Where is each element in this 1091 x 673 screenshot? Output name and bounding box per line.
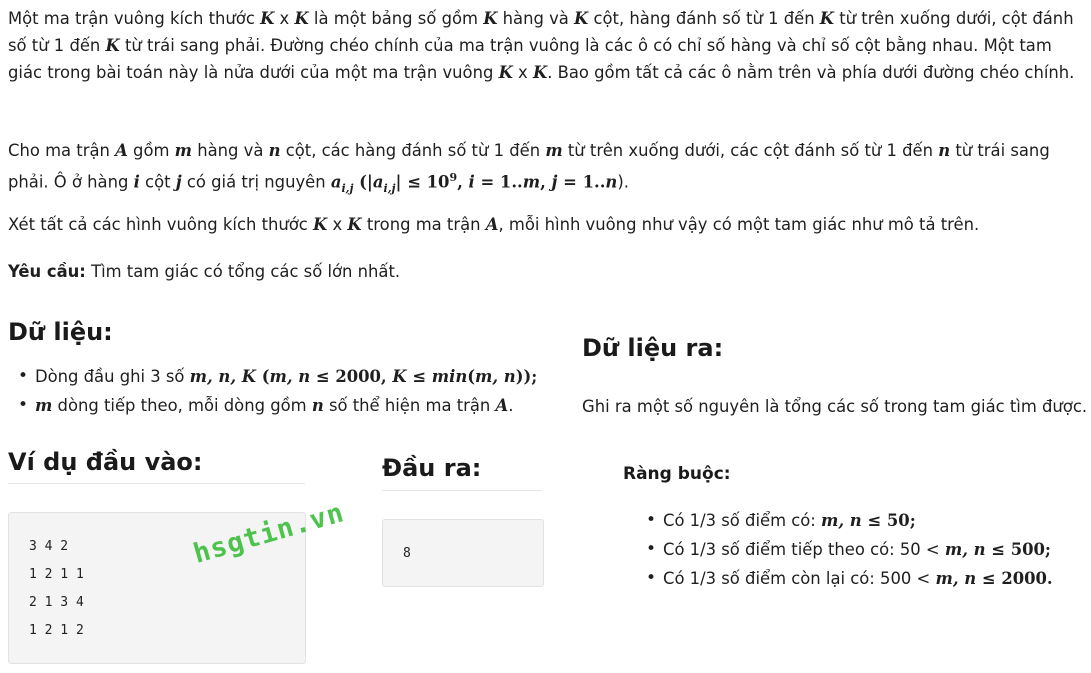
constraints-list xyxy=(636,506,1053,593)
output-section-text: Ghi ra một số nguyên là tổng các số trong tam giác tìm được. xyxy=(582,397,1088,416)
list-item: • Có 1/3 số điểm còn lại có: 500 < m, n ≤ 2000. xyxy=(636,564,1053,593)
example-input-divider xyxy=(8,483,305,484)
code-line: 1 2 1 2 xyxy=(29,623,84,638)
example-output-title: Đầu ra: xyxy=(382,454,482,482)
example-input-title: Ví dụ đầu vào: xyxy=(8,448,203,476)
code-line: 2 1 3 4 xyxy=(29,595,84,610)
list-item: • Có 1/3 số điểm tiếp theo có: 50 < m, n ≤ 500; xyxy=(636,535,1053,564)
constraints-title: Ràng buộc: xyxy=(623,464,731,484)
list-item: • Dòng đầu ghi 3 số m, n, K (m, n ≤ 2000, K ≤ min(m, n)); xyxy=(8,362,537,391)
intro-paragraph-3: Xét tất cả các hình vuông kích thước K x K trong ma trận A, mỗi hình vuông như vậy có một tam giác như mô tả trên. xyxy=(8,215,980,234)
watermark: hsgtin.vn xyxy=(190,497,348,570)
list-item: • Có 1/3 số điểm có: m, n ≤ 50; xyxy=(636,506,1053,535)
example-output-divider xyxy=(382,490,542,491)
output-section-title: Dữ liệu ra: xyxy=(582,334,724,362)
requirement-paragraph: Yêu cầu: Tìm tam giác có tổng các số lớn nhất. xyxy=(8,262,401,281)
code-line: 1 2 1 1 xyxy=(29,567,84,582)
example-output-box xyxy=(382,519,544,587)
input-section-list xyxy=(8,362,537,420)
code-line: 8 xyxy=(403,546,411,561)
intro-paragraph-2: Cho ma trận A gồm m hàng và n cột, các hàng đánh số từ 1 đến m từ trên xuống dưới, các cột đánh số từ 1 đến n từ trái sang phải. Ô ở hàng i cột j có giá trị nguyên $a_{i,j}$ ($|a_{i,j}| \le 10^9$, i = 1..m, j = 1..n). xyxy=(8,141,1050,195)
requirement-label: Yêu cầu: xyxy=(8,262,86,281)
code-line: 3 4 2 xyxy=(29,539,69,554)
input-section-title: Dữ liệu: xyxy=(8,318,113,346)
list-item: • m dòng tiếp theo, mỗi dòng gồm n số thể hiện ma trận A. xyxy=(8,391,537,420)
intro-paragraph-1: Một ma trận vuông kích thước K x K là một bảng số gồm K hàng và K cột, hàng đánh số từ 1 đến K từ trên xuống dưới, cột đánh số từ 1 đến K từ trái sang phải. Đường chéo chính của ma trận vuông là các ô có chỉ số hàng và chỉ số cột bằng nhau. Một tam giác trong bài toán này là nửa dưới của một ma trận vuông K x K. Bao gồm tất cả các ô nằm trên và phía dưới đường chéo chính. xyxy=(8,9,1075,82)
